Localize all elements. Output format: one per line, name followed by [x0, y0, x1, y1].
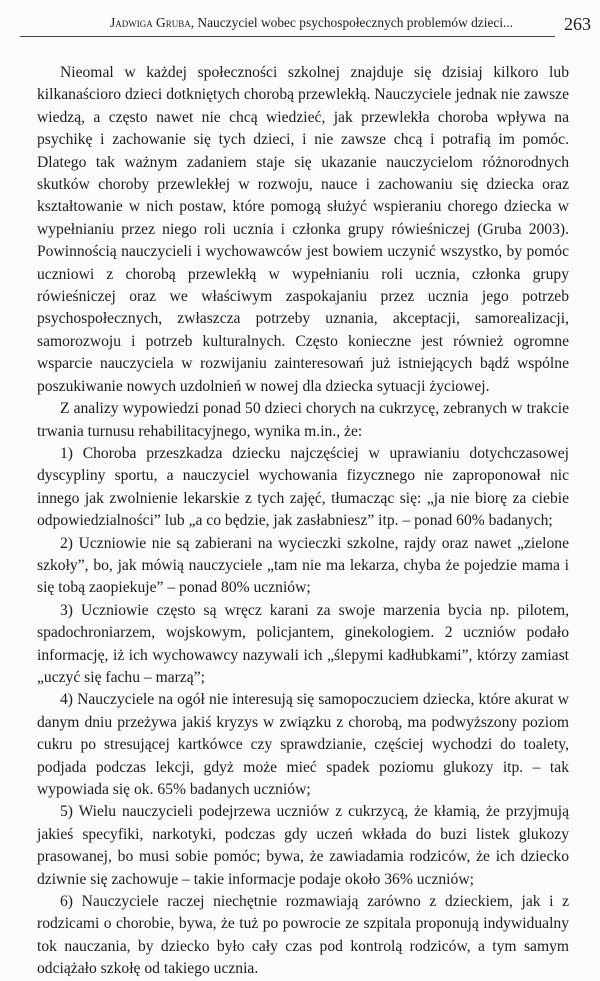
paragraph-intro: Nieomal w każdej społeczności szkolnej znajduje się dzisiaj kilkoro lub kilkanaścioro dzieci dotkniętych chorobą przewlekłą. Nauczyciele jednak nie zawsze wiedzą, a często nawet nie chcą wiedzieć, jak przewlekła choroba wpływa na psychikę i zachowanie się tych dzieci, i nie zawsze chcą i potrafią im pomóc. Dlatego tak ważnym zadaniem staje się ukazanie nauczycielom różnorodnych skutków choroby przewlekłej w rozwoju, nauce i zachowaniu się dziecka oraz kształtowanie w nich postaw, które pomogą służyć wspieraniu chorego dziecka w wypełnianiu przez niego roli ucznia i członka grupy rówieśniczej (Gruba 2003). Powinnością nauczycieli i wychowawców jest bowiem uczynić wszystko, by pomóc uczniowi z chorobą przewlekłą w wypełnianiu roli ucznia, członka grupy rówieśniczej oraz we właściwym zaspokajaniu przez ucznia jego potrzeb psychospołecznych, zwłaszcza potrzeby uznania, akceptacji, samorealizacji, samorozwoju i potrzeb kulturalnych. Często konieczne jest również ogromne wsparcie nauczyciela w rozwijaniu zainteresowań już istniejących bądź wspólne poszukiwanie nowych uzdolnień w nowej dla dziecka sytuacji życiowej.: [37, 64, 569, 395]
paragraph-analysis: Z analizy wypowiedzi ponad 50 dzieci chorych na cukrzycę, zebranych w trakcie trwania turnusu rehabilitacyjnego, wynika m.in., że:: [37, 400, 569, 440]
running-header: [20, 12, 591, 42]
header-title: [106, 15, 517, 31]
list-item-1: 1) Choroba przeszkadza dziecku najczęściej w uprawianiu dotychczasowej dyscypliny sportu, a nauczyciel wychowania fizycznego nie zaproponował nic innego jak zwolnienie lekarskie z tych zajęć, tłumacząc się: „ja nie biorę za ciebie odpowiedzialności” lub „a co będzie, jak zasłabniesz” itp. – ponad 60% badanych;: [37, 444, 569, 530]
header-article-title: , Nauczyciel wobec psychospołecznych problemów dzieci...: [190, 15, 514, 30]
list-item-4: 4) Nauczyciele na ogół nie interesują się samopoczuciem dziecka, które akurat w danym dniu przeżywa jakiś kryzys w związku z chorobą, ma podwyższony poziom cukru po stresującej kartkówce czy sprawdzianie, częściej wychodzi do toalety, podjada podczas lekcji, gdyż może mieć spadek poziomu glukozy itp. – tak wypowiada się ok. 65% badanych uczniów;: [37, 691, 569, 798]
header-rule: [20, 36, 555, 37]
body-text: [37, 62, 569, 981]
list-item-3: 3) Uczniowie często są wręcz karani za swoje marzenia bycia np. pilotem, spadochroniarzem, wojskowym, policjantem, ginekologiem. 2 uczniów podało informację, iż ich wychowawcy nazywali ich „ślepymi kadłubkami”, którzy zamiast „uczyć się fachu – marzą”;: [37, 601, 569, 686]
page-number: 263: [564, 14, 591, 34]
list-item-5: 5) Wielu nauczycieli podejrzewa uczniów z cukrzycą, że kłamią, że przyjmują jakieś specyfiki, narkotyki, podczas gdy uczeń wkłada do buzi listek glukozy prasowanej, bo musi sobie pomóc; bywa, że zawiadamia rodziców, że ich dziecko dziwnie się zachowuje – takie informacje podaje około 36% uczniów;: [37, 803, 569, 888]
list-item-2: 2) Uczniowie nie są zabierani na wycieczki szkolne, rajdy oraz nawet „zielone szkoły”, bo, jak mówią nauczyciele „tam nie ma lekarza, chyba że pojedzie mama i się tobą zaopiekuje” – ponad 80% uczniów;: [37, 534, 569, 597]
header-author: Jadwiga Gruba: [110, 15, 191, 30]
list-item-6: 6) Nauczyciele raczej niechętnie rozmawiają zarówno z dzieckiem, jak i z rodzicami o chorobie, bywa, że tuż po powrocie ze szpitala proponują indywidualny tok nauczania, by dziecko było cały czas pod kontrolą rodziców, a tym samym odciążało szkołę od takiego ucznia.: [37, 893, 569, 978]
